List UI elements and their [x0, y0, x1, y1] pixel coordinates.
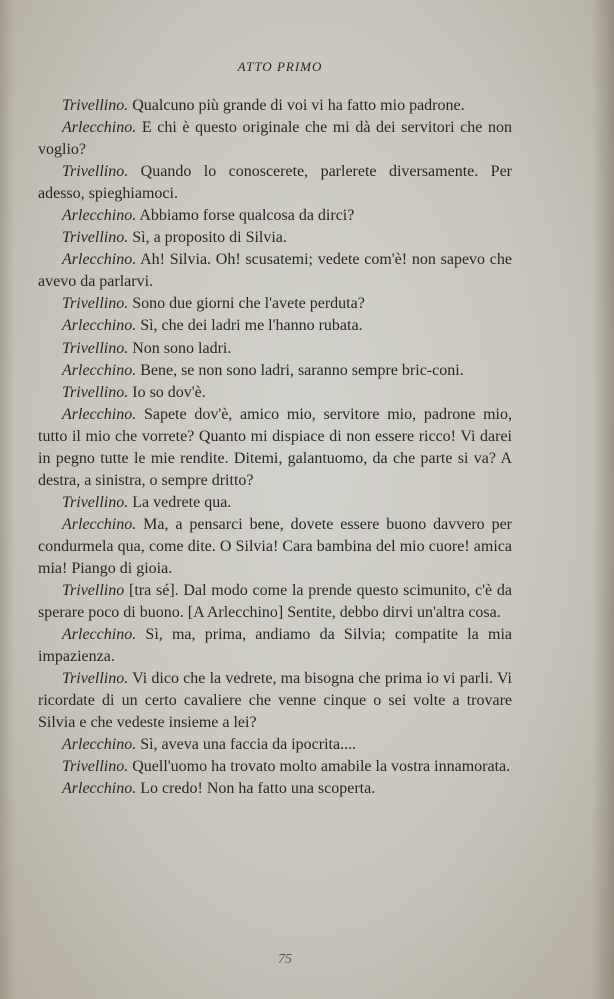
- dialogue-paragraph: [38, 756, 512, 778]
- speaker-name: Trivellino.: [62, 97, 129, 114]
- dialogue-paragraph: [38, 492, 512, 514]
- dialogue-text: Non sono ladri.: [128, 339, 232, 357]
- dialogue-paragraph: [38, 514, 512, 580]
- speaker-name: Trivellino.: [62, 383, 129, 401]
- speaker-name: Arlecchino.: [62, 626, 137, 644]
- dialogue-paragraph: [38, 249, 512, 293]
- speaker-name: Trivellino.: [62, 295, 129, 313]
- page-shadow-right: [592, 0, 614, 999]
- dialogue-paragraph: [38, 778, 512, 800]
- speaker-name: Arlecchino.: [62, 405, 137, 423]
- dialogue-paragraph: [38, 293, 512, 315]
- speaker-name: Arlecchino.: [62, 251, 137, 269]
- speaker-name: Arlecchino.: [62, 361, 137, 379]
- speaker-name: Arlecchino.: [62, 119, 137, 137]
- dialogue-text: Sì, aveva una faccia da ipocrita....: [136, 736, 357, 754]
- dialogue-text: Sì, che dei ladri me l'hanno rubata.: [136, 317, 363, 335]
- dialogue-text: Sapete dov'è, amico mio, servitore mio, padrone mio, tutto il mio che vorrete? Quanto mi dispiace di non essere ricco! Vi darei in pegno tutte le mie rendite. Ditemi, galantuomo, da che parte si va? A destra, a sinistra, o sempre dritto?: [38, 405, 512, 489]
- speaker-name: Trivellino.: [62, 758, 129, 776]
- dialogue-text: La vedrete qua.: [128, 493, 232, 511]
- dialogue-text: Io so dov'è.: [128, 383, 206, 401]
- speaker-name: Arlecchino.: [62, 780, 137, 798]
- dialogue-text: Lo credo! Non ha fatto una scoperta.: [136, 780, 376, 798]
- dialogue-paragraph: [38, 315, 512, 337]
- dialogue-text: Sono due giorni che l'avete perduta?: [128, 295, 365, 313]
- running-head: ATTO PRIMO: [237, 59, 323, 74]
- dialogue-text: E chi è questo originale che mi dà dei servitori che non voglio?: [38, 119, 512, 159]
- dialogue-paragraph: [38, 161, 512, 205]
- speaker-name: Trivellino.: [62, 229, 129, 247]
- speaker-name: Arlecchino.: [62, 317, 137, 335]
- page-shadow-left: [0, 0, 14, 999]
- dialogue-paragraph: [38, 668, 512, 734]
- dialogue-paragraph: [38, 360, 512, 382]
- dialogue-paragraph: [38, 734, 512, 756]
- dialogue-text: Qualcuno più grande di voi vi ha fatto mio padrone.: [128, 97, 465, 114]
- dialogue-paragraph: [38, 404, 512, 492]
- page-body: [38, 95, 512, 801]
- dialogue-text: Ah! Silvia. Oh! scusatemi; vedete com'è! non sapevo che avevo da parlarvi.: [38, 251, 512, 291]
- dialogue-text: Bene, se non sono ladri, saranno sempre bric-coni.: [136, 361, 464, 379]
- dialogue-paragraph: [38, 580, 512, 624]
- dialogue-text: Abbiamo forse qualcosa da dirci?: [136, 207, 355, 225]
- dialogue-paragraph: [38, 338, 512, 360]
- dialogue-text: Ma, a pensarci bene, dovete essere buono davvero per condurmela qua, come dite. O Silvia! Cara bambina del mio cuore! amica mia! Piango di gioia.: [38, 515, 512, 577]
- dialogue-paragraph: [38, 117, 512, 161]
- speaker-name: Trivellino.: [62, 339, 129, 357]
- speaker-name: Trivellino.: [62, 163, 129, 181]
- dialogue-paragraph: [38, 382, 512, 404]
- page-number: 75: [278, 952, 292, 967]
- dialogue-paragraph: [38, 95, 512, 117]
- speaker-name: Trivellino.: [62, 670, 129, 688]
- speaker-name: Arlecchino.: [62, 736, 137, 754]
- dialogue-text: Sì, ma, prima, andiamo da Silvia; compatite la mia impazienza.: [38, 626, 512, 666]
- dialogue-text: Quell'uomo ha trovato molto amabile la vostra innamorata.: [128, 758, 511, 776]
- dialogue-text: Quando lo conoscerete, parlerete diversamente. Per adesso, spieghiamoci.: [38, 163, 512, 203]
- dialogue-text: Vi dico che la vedrete, ma bisogna che prima io vi parli. Vi ricordate di un certo cavaliere che venne cinque o sei volte a trovare Silvia e che vedeste insieme a lei?: [38, 670, 512, 732]
- speaker-name: Trivellino.: [62, 493, 129, 511]
- speaker-name: Trivellino: [62, 582, 125, 600]
- speaker-name: Arlecchino.: [62, 515, 137, 533]
- speaker-name: Arlecchino.: [62, 207, 137, 225]
- dialogue-text: [tra sé]. Dal modo come la prende questo scimunito, c'è da sperare poco di buono. [A Arlecchino] Sentite, debbo dirvi un'altra cosa.: [38, 582, 512, 622]
- dialogue-paragraph: [38, 205, 512, 227]
- dialogue-paragraph: [38, 624, 512, 668]
- dialogue-paragraph: [38, 227, 512, 249]
- dialogue-text: Sì, a proposito di Silvia.: [128, 229, 287, 247]
